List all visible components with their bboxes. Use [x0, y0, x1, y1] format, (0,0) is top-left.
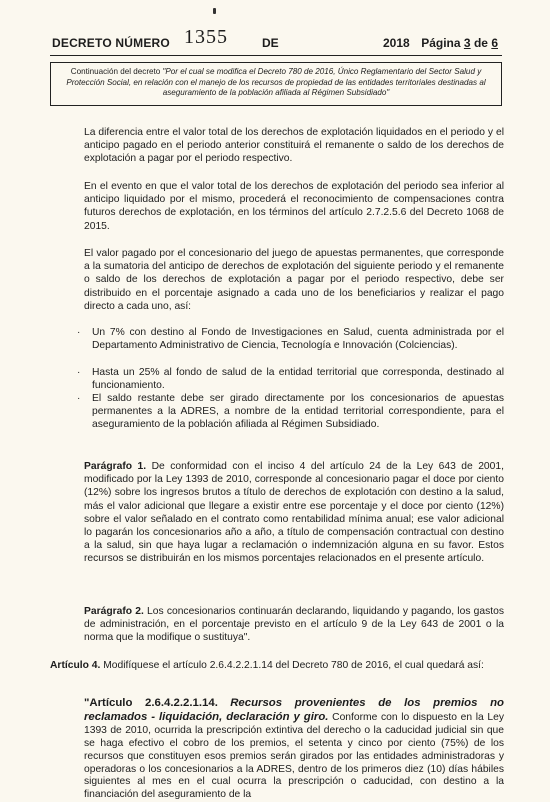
continuation-title: "Por el cual se modifica el Decreto 780 de 2016, Único Reglamentario del Sector Salud y Protección Social, en relación con el manejo de los recursos de propiedad de las entidades territoriales destinadas al aseguramiento de la población afiliada al Régimen Subsidiado"	[66, 67, 486, 98]
paragrafo-2-text: Los concesionarios continuarán declarando, liquidando y pagando, los gastos de administración, en el porcentaje previsto en el artículo 9 de la Ley 643 de 2001 o la norma que la modifique o sustituya".	[84, 606, 504, 644]
decree-header	[48, 26, 502, 54]
page-current: 3	[463, 36, 471, 50]
page-total: 6	[491, 36, 498, 50]
bullet-marker: ·	[77, 367, 81, 378]
articulo-4-label: Artículo 4.	[50, 660, 101, 671]
continuation-text	[57, 67, 495, 99]
bullet-marker: ·	[77, 393, 81, 404]
continuation-box	[50, 62, 502, 106]
bullet-marker: ·	[77, 327, 81, 338]
de-label: DE	[262, 36, 279, 50]
page-label: Página	[421, 36, 461, 50]
paragrafo-2-label: Parágrafo 2.	[84, 606, 144, 617]
bullet-item-2: Hasta un 25% al fondo de salud de la entidad territorial que corresponda, destinado al funcionamiento.	[92, 367, 504, 392]
paragrafo-2	[84, 605, 504, 645]
bullet-item-1: Un 7% con destino al Fondo de Investigaciones en Salud, cuenta administrada por el Departamento Administrativo de Ciencia, Tecnología e Innovación (Colciencias).	[92, 327, 504, 352]
paragrafo-1-text: De conformidad con el inciso 4 del artículo 24 de la Ley 643 de 2001, modificado por la Ley 1393 de 2010, corresponde al concesionario pagar el doce por ciento (12%) sobre los ingresos brutos a título de derechos de explotación con destino a la salud, más el valor adicional que llegare a existir entre ese porcentaje y el doce por ciento (12%) sobre el valor señalado en el contrato como rentabilidad mínima anual; ese valor adicional lo pagarán los concesionarios año a año, a título de compensación contractual con destino a la salud, sin que haya lugar a reclamación o indemnización alguna en su favor. Estos recursos se distribuirán en los mismos porcentajes relacionados en el presente artículo.	[84, 461, 504, 565]
header-rule	[50, 55, 502, 56]
page-of-label: de	[473, 36, 488, 50]
quoted-article	[84, 697, 504, 802]
paragrafo-1-label: Parágrafo 1.	[84, 461, 147, 472]
decree-number: 1355	[184, 26, 228, 48]
quoted-article-text: Conforme con lo dispuesto en la Ley 1393 de 2010, ocurrida la prescripción extintiva del derecho o la caducidad judicial sin que se haga efectivo el cobro de los premios, el setenta y cinco por ciento (75%) de los recursos que constituyen esos premios serán girados por las entidades administradoras y operadoras o los concesionarios a la ADRES, dentro de los primeros diez (10) días hábiles siguientes al mes en el cual ocurra la prescripción o caducidad, con destino a la financiación del aseguramiento de la	[84, 711, 504, 801]
paragraph-3: El valor pagado por el concesionario del juego de apuestas permanentes, que corresponde a la sumatoria del anticipo de derechos de explotación del siguiente periodo y el remanente o saldo de los derechos de explotación a pagar por el periodo respectivo, debe ser distribuido en el porcentaje asignado a cada uno de los beneficiarios y realizar el pago directo a cada uno, así:	[84, 248, 504, 312]
quoted-article-heading: Recursos provenientes de los premios no reclamados - liquidación, declaración y giro.	[84, 697, 504, 723]
articulo-4-text: Modifíquese el artículo 2.6.4.2.2.1.14 del Decreto 780 de 2016, el cual quedará así:	[103, 660, 484, 671]
page-indicator	[421, 36, 498, 50]
scan-mark	[213, 8, 216, 14]
paragrafo-1	[84, 460, 504, 566]
articulo-4	[50, 659, 504, 672]
decree-year: 2018	[383, 36, 410, 50]
paragraph-1: La diferencia entre el valor total de los derechos de explotación liquidados en el periodo y el anticipo pagado en el periodo anterior constituirá el remanente o saldo de los derechos de explotación a pagar por el periodo respectivo.	[84, 127, 504, 165]
paragraph-2: En el evento en que el valor total de los derechos de explotación del periodo sea inferior al anticipo liquidado por el mismo, procederá el reconocimiento de compensaciones contra futuros derechos de explotación, en los términos del artículo 2.7.2.5.6 del Decreto 1068 de 2015.	[84, 181, 504, 232]
continuation-lead: Continuación del decreto	[70, 67, 161, 76]
bullet-item-3: El saldo restante debe ser girado directamente por los concesionarios de apuestas permanentes a la ADRES, a nombre de la entidad territorial correspondiente, para el aseguramiento de la población afiliada al Régimen Subsidiado.	[92, 393, 504, 431]
quoted-article-number: "Artículo 2.6.4.2.2.1.14.	[84, 697, 218, 709]
decree-label: DECRETO NÚMERO	[52, 36, 170, 50]
